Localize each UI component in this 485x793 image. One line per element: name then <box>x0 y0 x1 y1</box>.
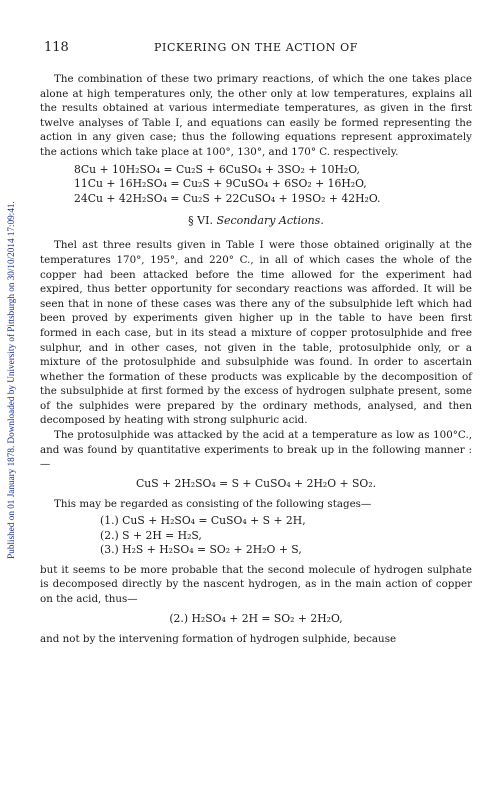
equation-alt-stage-2: (2.) H₂SO₄ + 2H = SO₂ + 2H₂O, <box>169 611 343 625</box>
page <box>40 0 472 647</box>
download-watermark <box>4 60 18 700</box>
section-heading <box>40 214 472 228</box>
equation-130: 11Cu + 16H₂SO₄ = Cu₂S + 9CuSO₄ + 6SO₂ + 16H₂O, <box>74 177 367 191</box>
equations-block <box>74 163 472 207</box>
stage-1: (1.) CuS + H₂SO₄ = CuSO₄ + S + 2H, <box>100 514 306 528</box>
paragraph-nascent-hydrogen: but it seems to be more probable that the second molecule of hydrogen sulphate is decomposed directly by the nascent hydrogen, as in the main action of copper on the acid, thus— <box>40 563 472 605</box>
paragraph-closing: and not by the intervening formation of hydrogen sulphide, because <box>40 633 397 646</box>
stages-list <box>100 514 472 558</box>
equation-170: 24Cu + 42H₂SO₄ = Cu₂S + 22CuSO₄ + 19SO₂ + 42H₂O. <box>74 191 381 205</box>
paragraph-protosulphide: The protosulphide was attacked by the acid at a temperature as low as 100°C., and was found by quantitative experiments to break up in the following manner :— <box>40 429 472 471</box>
equation-100: 8Cu + 10H₂SO₄ = Cu₂S + 6CuSO₄ + 3SO₂ + 10H₂O, <box>74 162 360 176</box>
download-watermark-text: Published on 01 January 1878. Downloaded by University of Pittsburgh on 30/10/2014 17:09:41. <box>6 201 16 559</box>
page-number: 118 <box>44 40 69 55</box>
paragraph-secondary-results: Thel ast three results given in Table I were those obtained originally at the temperatures 170°, 195°, and 220° C., in all of which cases the whole of the copper had been attacked before the time allowed for the experiment had expired, thus better opportunity for secondary reactions was afforded. It will be seen that in none of these cases was there any of the subsulphide left which had been proved by experiments given higher up in the table to have been first formed in each case, but in its stead a mixture of copper protosulphide and free sulphur, and in other cases, not given in the table, protosulphide only, or a mixture of the protosulphide and subsulphide was found. In order to ascertain whether the formation of these products was explicable by the decomposition of the subsulphide at first formed by the excess of hydrogen sulphate present, some of the sulphides were prepared by the ordinary methods, analysed, and then decomposed by heating with strong sulphuric acid. <box>40 239 472 427</box>
stage-3: (3.) H₂S + H₂SO₄ = SO₂ + 2H₂O + S, <box>100 543 302 557</box>
page-header <box>40 40 472 62</box>
stage-2: (2.) S + 2H = H₂S, <box>100 528 202 542</box>
equation-cus: CuS + 2H₂SO₄ = S + CuSO₄ + 2H₂O + SO₂. <box>135 476 376 490</box>
paragraph-primary-reactions: The combination of these two primary reactions, of which the one takes place alone at high temperatures only, the other only at low temperatures, explains all the results obtained at various intermediate temperatures, as given in the first twelve analyses of Table I, and equations can easily be formed representing the action in any given case; thus the following equations represent approximately the actions which take place at 100°, 130°, and 170° C. respectively. <box>40 73 472 158</box>
section-title: Secondary Actions. <box>216 214 324 228</box>
running-head: PICKERING ON THE ACTION OF <box>154 41 358 54</box>
section-number: § VI. <box>188 214 213 228</box>
paragraph-stages-intro: This may be regarded as consisting of the following stages— <box>54 498 372 511</box>
